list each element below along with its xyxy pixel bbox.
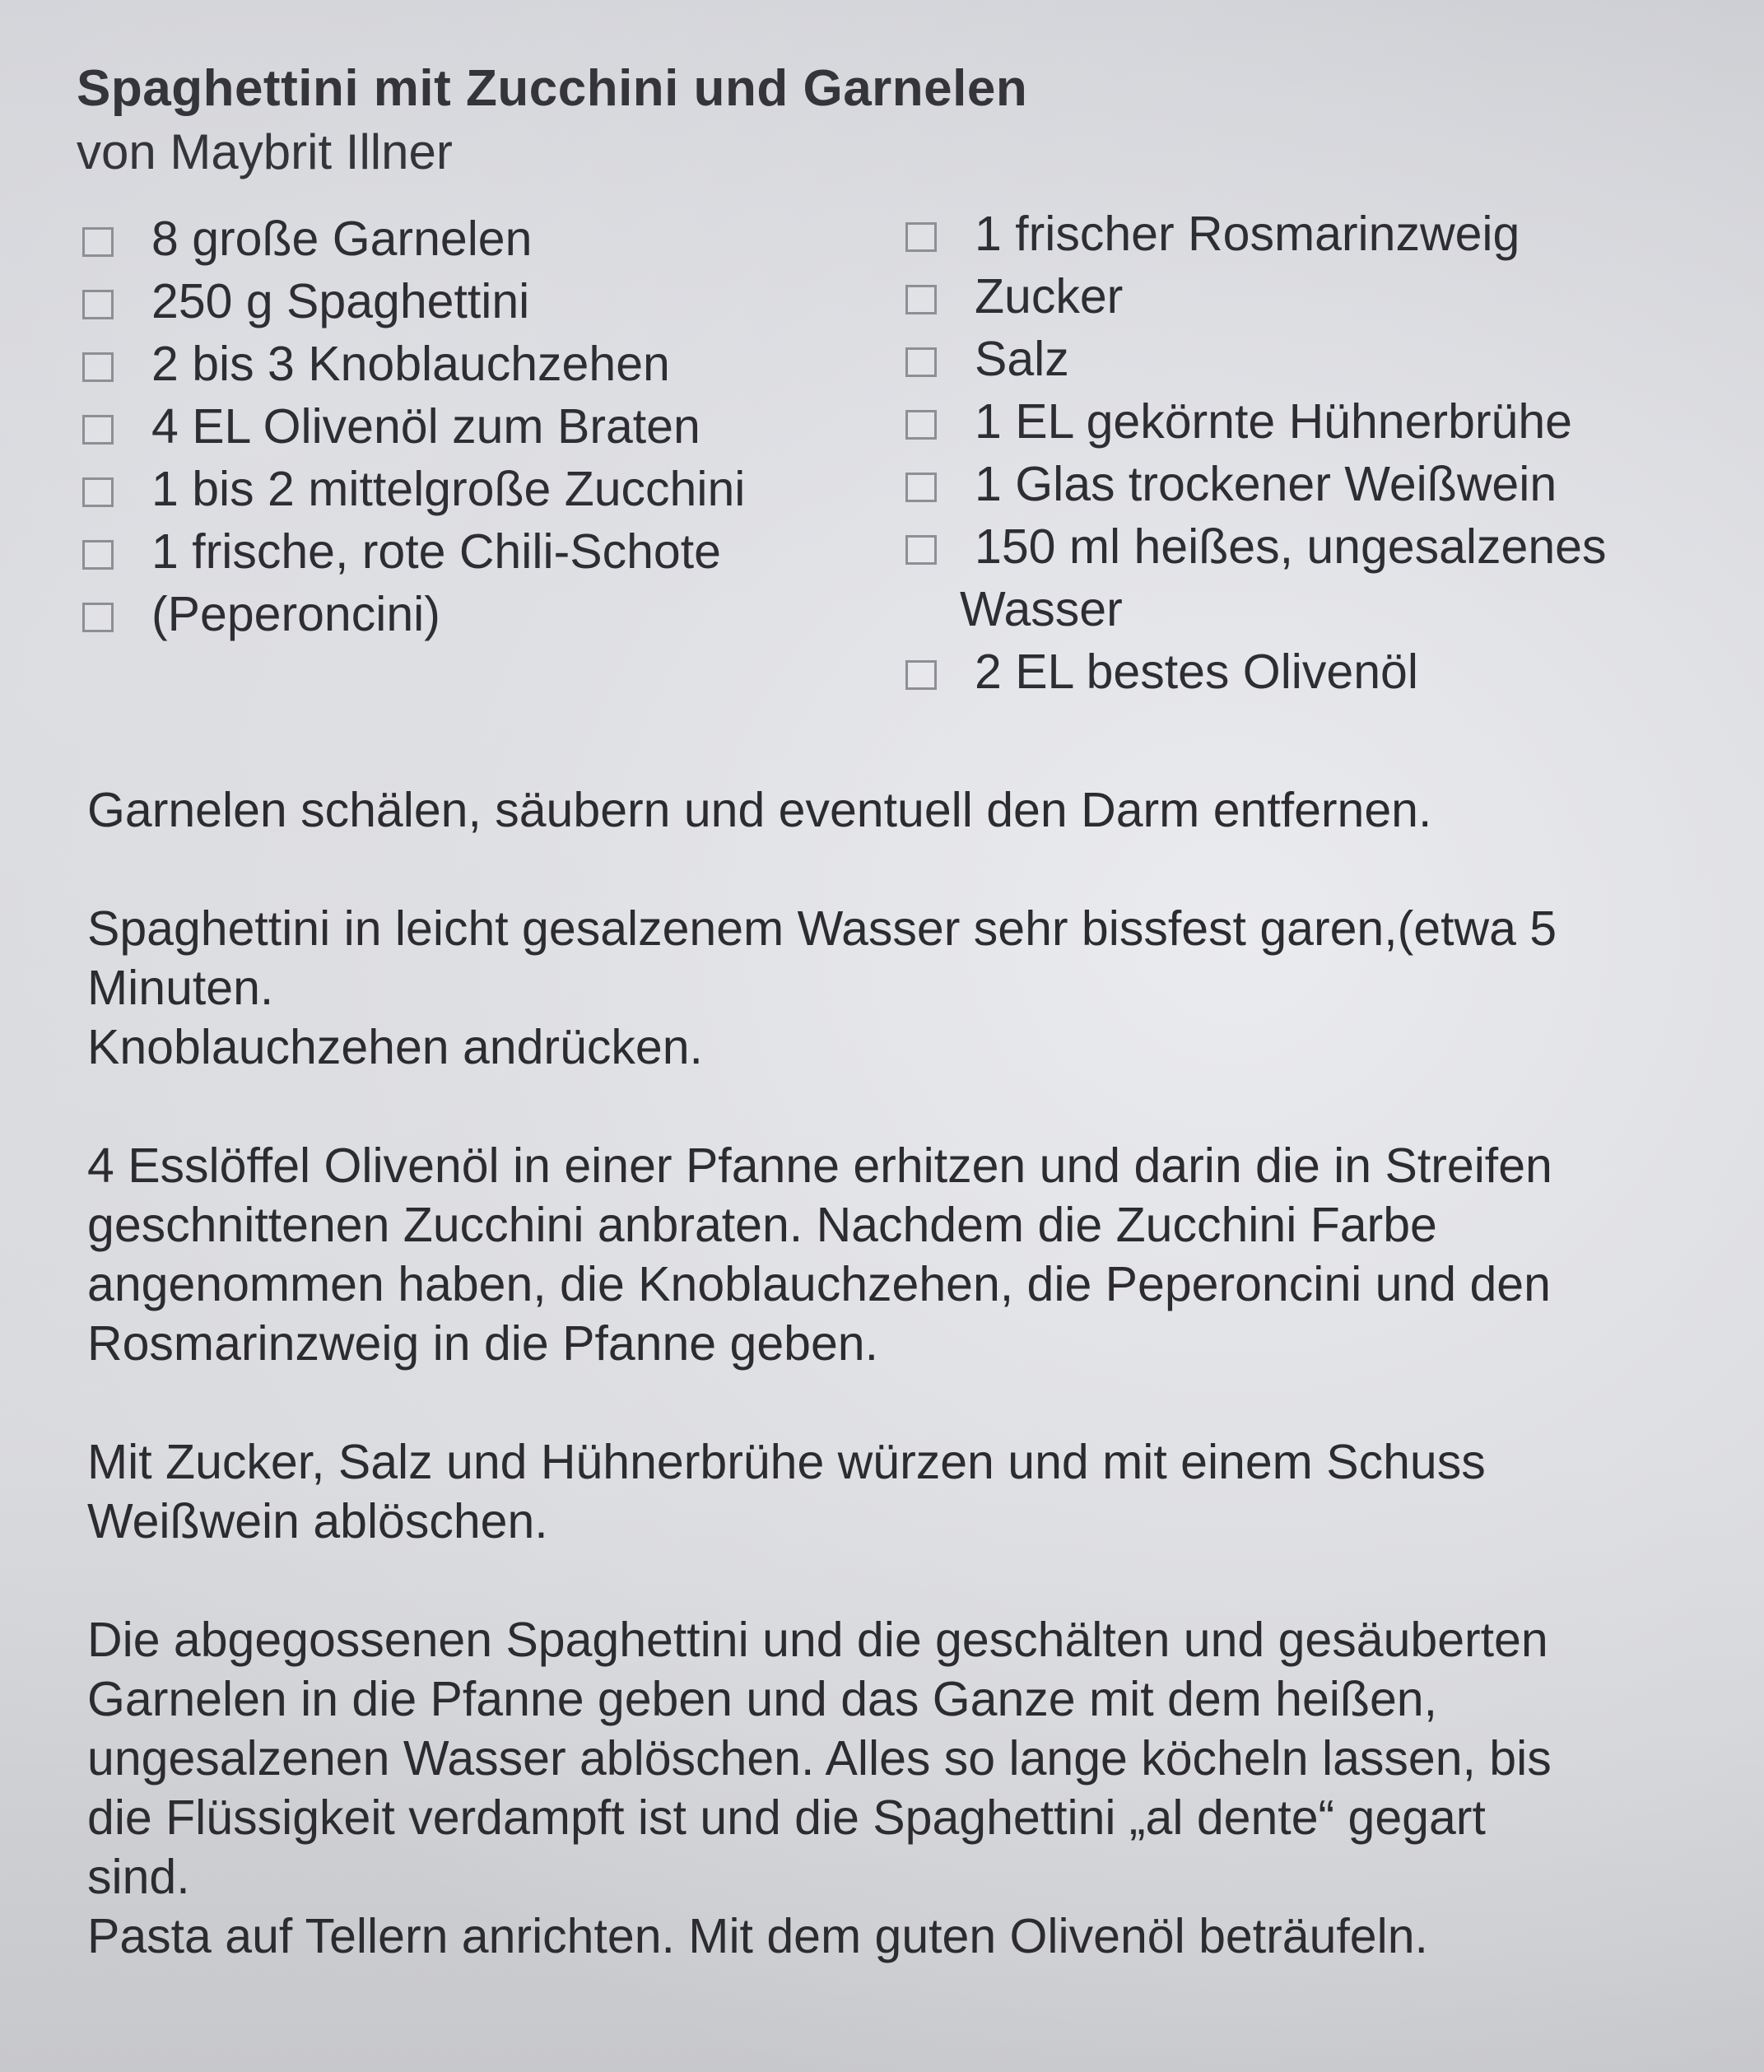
ingredient-label: Salz xyxy=(975,332,1069,386)
checkbox[interactable] xyxy=(82,290,114,319)
instruction-paragraph xyxy=(87,1610,1717,1966)
checkbox[interactable] xyxy=(82,603,114,632)
ingredient-item xyxy=(905,203,1729,265)
ingredient-list-left xyxy=(82,207,848,645)
recipe-title: Spaghettini mit Zucchini und Garnelen xyxy=(77,60,1028,117)
checkbox[interactable] xyxy=(82,227,114,257)
ingredient-label: 4 EL Olivenöl zum Braten xyxy=(151,399,700,454)
recipe-author: von Maybrit Illner xyxy=(77,124,453,179)
checkbox[interactable] xyxy=(905,660,937,690)
instructions xyxy=(87,780,1717,2025)
instruction-line: Rosmarinzweig in die Pfanne geben. xyxy=(87,1316,878,1371)
checkbox[interactable] xyxy=(905,285,937,314)
ingredient-label: 1 bis 2 mittelgroße Zucchini xyxy=(151,462,746,516)
ingredient-item xyxy=(82,583,848,645)
instruction-line: Die abgegossenen Spaghettini und die geschälten und gesäuberten xyxy=(87,1613,1548,1667)
ingredient-label: 150 ml heißes, ungesalzenes xyxy=(975,519,1607,574)
instruction-line: Knoblauchzehen andrücken. xyxy=(87,1020,703,1074)
instruction-paragraph xyxy=(87,780,1717,840)
ingredient-label: 1 frische, rote Chili-Schote xyxy=(151,524,721,579)
instruction-line: sind. xyxy=(87,1850,190,1904)
ingredient-item xyxy=(905,453,1729,515)
instruction-line: die Flüssigkeit verdampft ist und die Spaghettini „al dente“ gegart xyxy=(87,1790,1486,1845)
ingredient-label: 2 bis 3 Knoblauchzehen xyxy=(151,337,670,391)
ingredient-item xyxy=(82,333,848,395)
instruction-paragraph xyxy=(87,1136,1717,1373)
ingredient-label: 1 EL gekörnte Hühnerbrühe xyxy=(975,394,1572,449)
instruction-line: Garnelen in die Pfanne geben und das Ganze mit dem heißen, xyxy=(87,1672,1437,1726)
instruction-line: Weißwein ablöschen. xyxy=(87,1494,548,1548)
checkbox[interactable] xyxy=(905,410,937,440)
instruction-line: Minuten. xyxy=(87,961,274,1015)
checkbox[interactable] xyxy=(82,352,114,382)
instruction-line: 4 Esslöffel Olivenöl in einer Pfanne erhitzen und darin die in Streifen xyxy=(87,1138,1552,1193)
instruction-paragraph xyxy=(87,1432,1717,1551)
ingredient-label: 8 große Garnelen xyxy=(151,212,533,266)
instruction-line: ungesalzenen Wasser ablöschen. Alles so lange köcheln lassen, bis xyxy=(87,1731,1552,1786)
ingredient-item xyxy=(905,265,1729,328)
ingredient-label: 2 EL bestes Olivenöl xyxy=(975,645,1418,699)
ingredient-label: 250 g Spaghettini xyxy=(151,274,530,328)
instruction-line: Pasta auf Tellern anrichten. Mit dem guten Olivenöl beträufeln. xyxy=(87,1909,1428,1963)
ingredient-label: 1 frischer Rosmarinzweig xyxy=(975,207,1520,261)
checkbox[interactable] xyxy=(905,347,937,377)
ingredient-item xyxy=(82,458,848,520)
ingredient-item xyxy=(905,390,1729,453)
checkbox[interactable] xyxy=(905,535,937,565)
checkbox[interactable] xyxy=(905,473,937,502)
ingredient-item xyxy=(82,520,848,583)
ingredient-item xyxy=(82,395,848,458)
ingredient-label: 1 Glas trockener Weißwein xyxy=(975,457,1557,511)
ingredient-item xyxy=(82,270,848,333)
ingredient-item xyxy=(905,328,1729,390)
ingredient-label: Zucker xyxy=(975,269,1124,324)
ingredient-item xyxy=(905,515,1729,640)
instruction-line: angenommen haben, die Knoblauchzehen, die Peperoncini und den xyxy=(87,1257,1551,1311)
checkbox[interactable] xyxy=(82,477,114,507)
ingredient-item xyxy=(82,207,848,270)
ingredient-label-continued: Wasser xyxy=(960,582,1123,636)
ingredient-item xyxy=(905,640,1729,703)
checkbox[interactable] xyxy=(905,222,937,252)
ingredient-label: (Peperoncini) xyxy=(151,587,440,641)
instruction-line: Spaghettini in leicht gesalzenem Wasser sehr bissfest garen,(etwa 5 xyxy=(87,901,1557,956)
instruction-paragraph xyxy=(87,899,1717,1077)
instruction-line: geschnittenen Zucchini anbraten. Nachdem die Zucchini Farbe xyxy=(87,1198,1437,1252)
ingredient-list-right xyxy=(905,203,1729,703)
instruction-line: Mit Zucker, Salz und Hühnerbrühe würzen und mit einem Schuss xyxy=(87,1435,1486,1489)
instruction-line: Garnelen schälen, säubern und eventuell den Darm entfernen. xyxy=(87,783,1432,837)
checkbox[interactable] xyxy=(82,415,114,445)
checkbox[interactable] xyxy=(82,540,114,570)
